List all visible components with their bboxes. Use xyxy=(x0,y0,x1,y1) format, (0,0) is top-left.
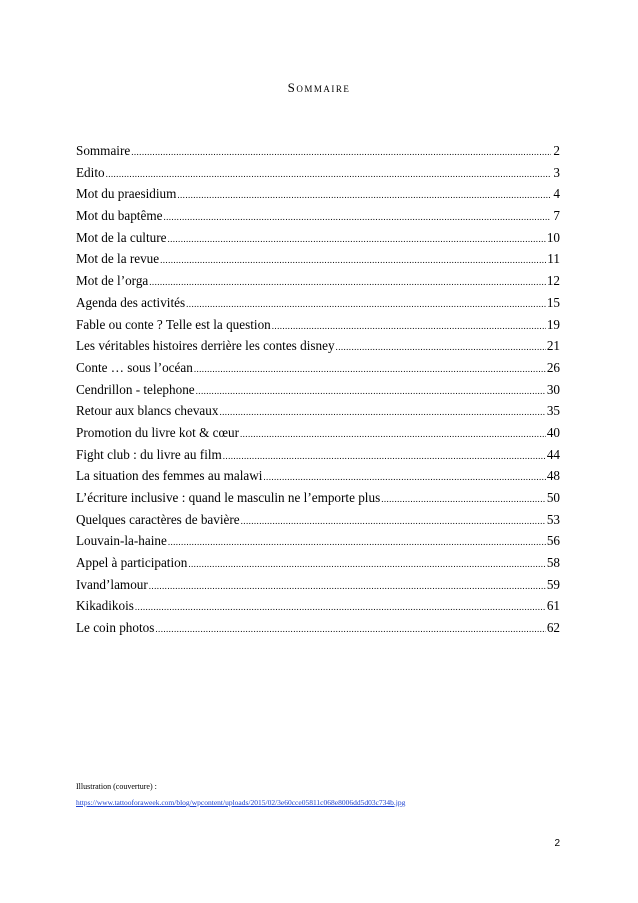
toc-entry[interactable] xyxy=(76,598,560,620)
toc-entry[interactable] xyxy=(76,208,560,230)
toc-dot-leader xyxy=(336,342,546,352)
toc-dot-leader xyxy=(168,537,546,547)
toc-entry-title: Appel à participation xyxy=(76,555,188,571)
toc-dot-leader xyxy=(196,386,546,396)
toc-entry-title: L’écriture inclusive : quand le masculin ne l’emporte plus xyxy=(76,490,381,505)
toc-dot-leader xyxy=(177,190,551,200)
toc-entry-title: Sommaire xyxy=(76,143,131,158)
toc-entry-page-number: 26 xyxy=(546,359,560,375)
illustration-credit-label: Illustration (couverture) : xyxy=(76,782,157,791)
toc-entry-title: Les véritables histoires derrière les contes disney xyxy=(76,338,335,354)
toc-entry[interactable] xyxy=(76,403,560,425)
toc-entry-title: Promotion du livre kot & cœur xyxy=(76,424,239,440)
toc-entry-title: Retour aux blancs chevaux xyxy=(76,403,219,419)
toc-dot-leader xyxy=(381,494,546,504)
toc-entry-page-number: 15 xyxy=(546,294,560,310)
toc-entry-title: La situation des femmes au malawi xyxy=(76,468,263,484)
toc-entry-title: Kikadikois xyxy=(76,598,134,614)
toc-entry-page-number: 50 xyxy=(546,490,560,505)
toc-entry-title: Mot du baptême xyxy=(76,208,163,224)
toc-entry[interactable] xyxy=(76,251,560,273)
toc-dot-leader xyxy=(240,429,546,439)
toc-entry[interactable] xyxy=(76,186,560,208)
toc-entry[interactable] xyxy=(76,490,560,512)
toc-dot-leader xyxy=(149,277,546,287)
toc-entry-page-number: 61 xyxy=(546,598,560,614)
toc-entry-title: Conte … sous l’océan xyxy=(76,359,193,375)
toc-dot-leader xyxy=(167,234,545,244)
toc-entry-page-number: 40 xyxy=(546,424,560,440)
toc-entry-page-number: 3 xyxy=(553,164,560,180)
toc-dot-leader xyxy=(160,255,546,265)
toc-dot-leader xyxy=(272,321,546,331)
toc-entry[interactable] xyxy=(76,577,560,599)
toc-entry-page-number: 7 xyxy=(553,208,560,224)
toc-entry-page-number: 19 xyxy=(546,316,560,332)
toc-entry-title: Mot de la revue xyxy=(76,251,160,267)
toc-entry[interactable] xyxy=(76,512,560,534)
toc-entry-title: Cendrillon - telephone xyxy=(76,381,195,397)
toc-entry-title: Louvain-la-haine xyxy=(76,533,167,549)
toc-entry-page-number: 2 xyxy=(553,143,560,158)
toc-entry-page-number: 21 xyxy=(546,338,560,354)
toc-dot-leader xyxy=(241,516,546,526)
toc-entry[interactable] xyxy=(76,230,560,252)
toc-entry-page-number: 62 xyxy=(546,620,560,636)
toc-entry[interactable] xyxy=(76,317,560,339)
toc-dot-leader xyxy=(135,602,546,612)
toc-entry-page-number: 48 xyxy=(546,468,560,484)
toc-entry-page-number: 4 xyxy=(553,186,560,202)
table-of-contents xyxy=(76,143,560,642)
toc-entry[interactable] xyxy=(76,620,560,642)
toc-entry-title: Mot du praesidium xyxy=(76,186,177,202)
toc-entry-page-number: 53 xyxy=(546,511,560,527)
toc-dot-leader xyxy=(186,299,546,309)
toc-entry[interactable] xyxy=(76,143,560,165)
toc-entry-page-number: 58 xyxy=(546,555,560,571)
toc-entry[interactable] xyxy=(76,360,560,382)
toc-entry[interactable] xyxy=(76,555,560,577)
toc-dot-leader xyxy=(263,472,545,482)
toc-entry-page-number: 56 xyxy=(546,533,560,549)
page-title: Sommaire xyxy=(287,80,351,95)
page-number: 2 xyxy=(554,838,560,849)
toc-entry[interactable] xyxy=(76,295,560,317)
toc-entry-title: Mot de la culture xyxy=(76,229,167,245)
toc-entry[interactable] xyxy=(76,165,560,187)
toc-entry[interactable] xyxy=(76,447,560,469)
toc-entry-page-number: 10 xyxy=(546,229,560,245)
illustration-url-link[interactable]: https://www.tattooforaweek.com/blog/wpcontent/uploads/2015/02/3e60cce05811c068e8006dd5d03c734b.jpg xyxy=(76,798,406,807)
toc-entry-page-number: 30 xyxy=(546,381,560,397)
toc-dot-leader xyxy=(106,169,551,179)
toc-entry[interactable] xyxy=(76,425,560,447)
toc-entry-title: Agenda des activités xyxy=(76,294,186,310)
toc-entry[interactable] xyxy=(76,273,560,295)
toc-dot-leader xyxy=(149,581,546,591)
toc-dot-leader xyxy=(131,147,551,157)
toc-entry-title: Fable ou conte ? Telle est la question xyxy=(76,316,271,332)
toc-entry-page-number: 35 xyxy=(546,403,560,419)
toc-entry-page-number: 59 xyxy=(546,576,560,592)
toc-entry-title: Le coin photos xyxy=(76,620,155,636)
toc-entry-page-number: 11 xyxy=(547,251,560,267)
toc-entry-page-number: 12 xyxy=(546,273,560,289)
toc-dot-leader xyxy=(188,559,545,569)
toc-entry[interactable] xyxy=(76,468,560,490)
toc-entry[interactable] xyxy=(76,382,560,404)
toc-entry-title: Quelques caractères de bavière xyxy=(76,511,240,527)
toc-entry-title: Ivand’lamour xyxy=(76,576,148,592)
toc-dot-leader xyxy=(223,451,546,461)
toc-entry-page-number: 44 xyxy=(546,446,560,462)
toc-dot-leader xyxy=(194,364,546,374)
toc-dot-leader xyxy=(163,212,551,222)
toc-dot-leader xyxy=(155,624,545,634)
toc-entry[interactable] xyxy=(76,533,560,555)
toc-dot-leader xyxy=(219,407,545,417)
toc-entry-title: Fight club : du livre au film xyxy=(76,446,222,462)
toc-entry-title: Mot de l’orga xyxy=(76,273,149,289)
toc-entry[interactable] xyxy=(76,338,560,360)
toc-entry-title: Edito xyxy=(76,164,105,180)
